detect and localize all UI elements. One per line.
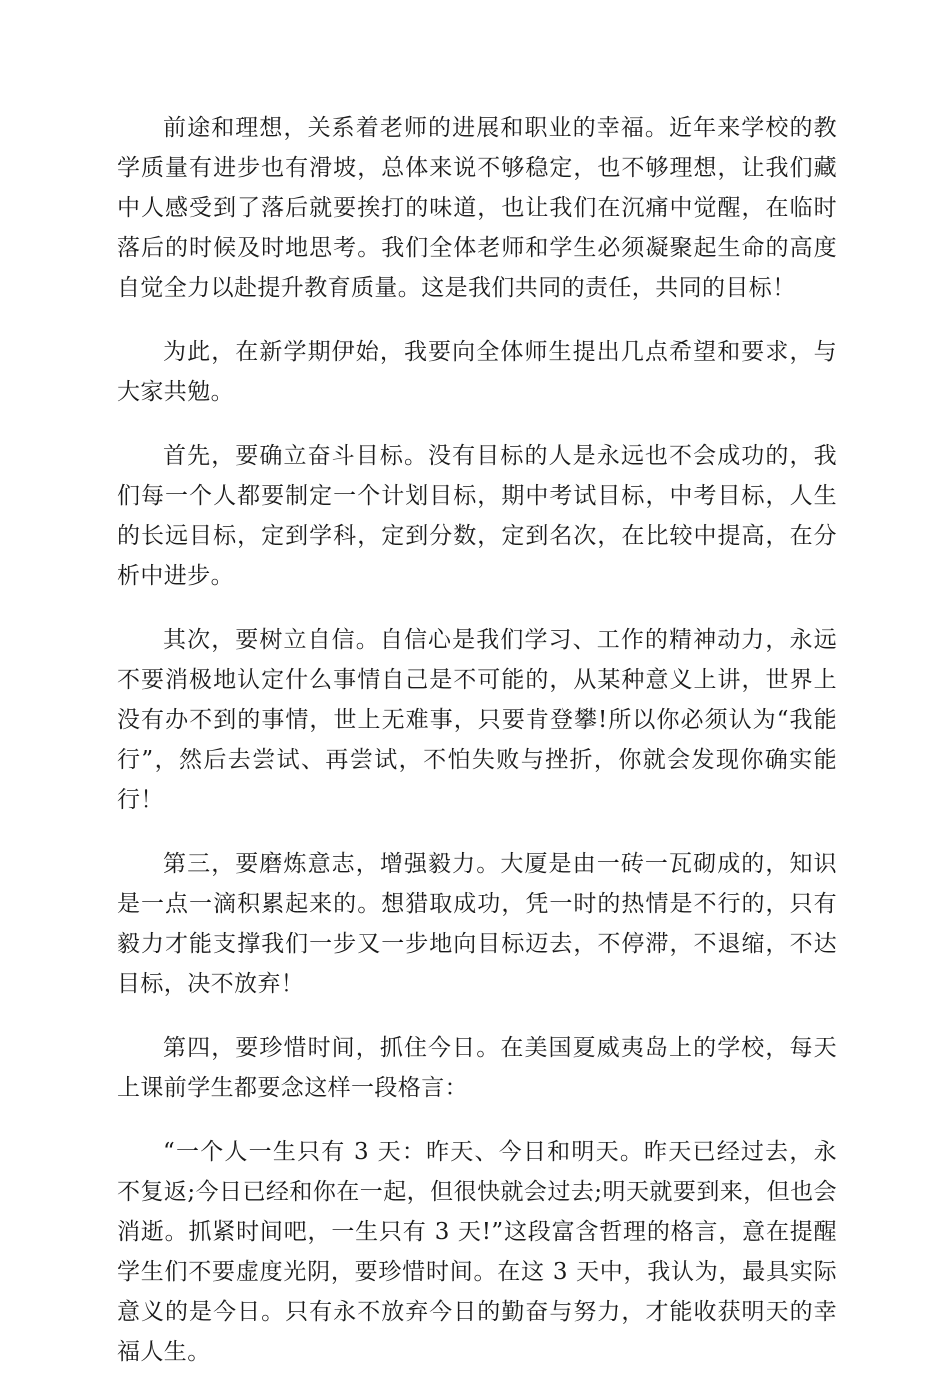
paragraph-4: 其次，要树立自信。自信心是我们学习、工作的精神动力，永远不要消极地认定什么事情自己是不可能的，从某种意义上讲，世界上没有办不到的事情，世上无难事，只要肯登攀!所以你必须认为“我能行”，然后去尝试、再尝试，不怕失败与挫折，你就会发现你确实能行！ [117,627,837,813]
document-body [117,108,837,1396]
paragraph-1: 前途和理想，关系着老师的进展和职业的幸福。近年来学校的教学质量有进步也有滑坡，总体来说不够稳定，也不够理想，让我们藏中人感受到了落后就要挨打的味道，也让我们在沉痛中觉醒，在临时落后的时候及时地思考。我们全体老师和学生必须凝聚起生命的高度自觉全力以赴提升教育质量。这是我们共同的责任，共同的目标！ [117,115,837,301]
paragraph-5: 第三，要磨炼意志，增强毅力。大厦是由一砖一瓦砌成的，知识是一点一滴积累起来的。想猎取成功，凭一时的热情是不行的，只有毅力才能支撑我们一步又一步地向目标迈去，不停滞，不退缩，不达目标，决不放弃！ [117,851,837,997]
paragraph-3: 首先，要确立奋斗目标。没有目标的人是永远也不会成功的，我们每一个人都要制定一个计划目标，期中考试目标，中考目标，人生的长远目标，定到学科，定到分数，定到名次，在比较中提高，在分析中进步。 [117,443,837,589]
paragraph-6: 第四，要珍惜时间，抓住今日。在美国夏威夷岛上的学校，每天上课前学生都要念这样一段格言： [117,1035,837,1101]
paragraph-2: 为此，在新学期伊始，我要向全体师生提出几点希望和要求，与大家共勉。 [117,339,837,405]
paragraph-7: “一个人一生只有 3 天：昨天、今日和明天。昨天已经过去，永不复返;今日已经和你在一起，但很快就会过去;明天就要到来，但也会消逝。抓紧时间吧，一生只有 3 天!”这段富含哲理的格言，意在提醒学生们不要虚度光阴，要珍惜时间。在这 3 天中，我认为，最具实际意义的是今日。只有永不放弃今日的勤奋与努力，才能收获明天的幸福人生。 [117,1139,837,1365]
